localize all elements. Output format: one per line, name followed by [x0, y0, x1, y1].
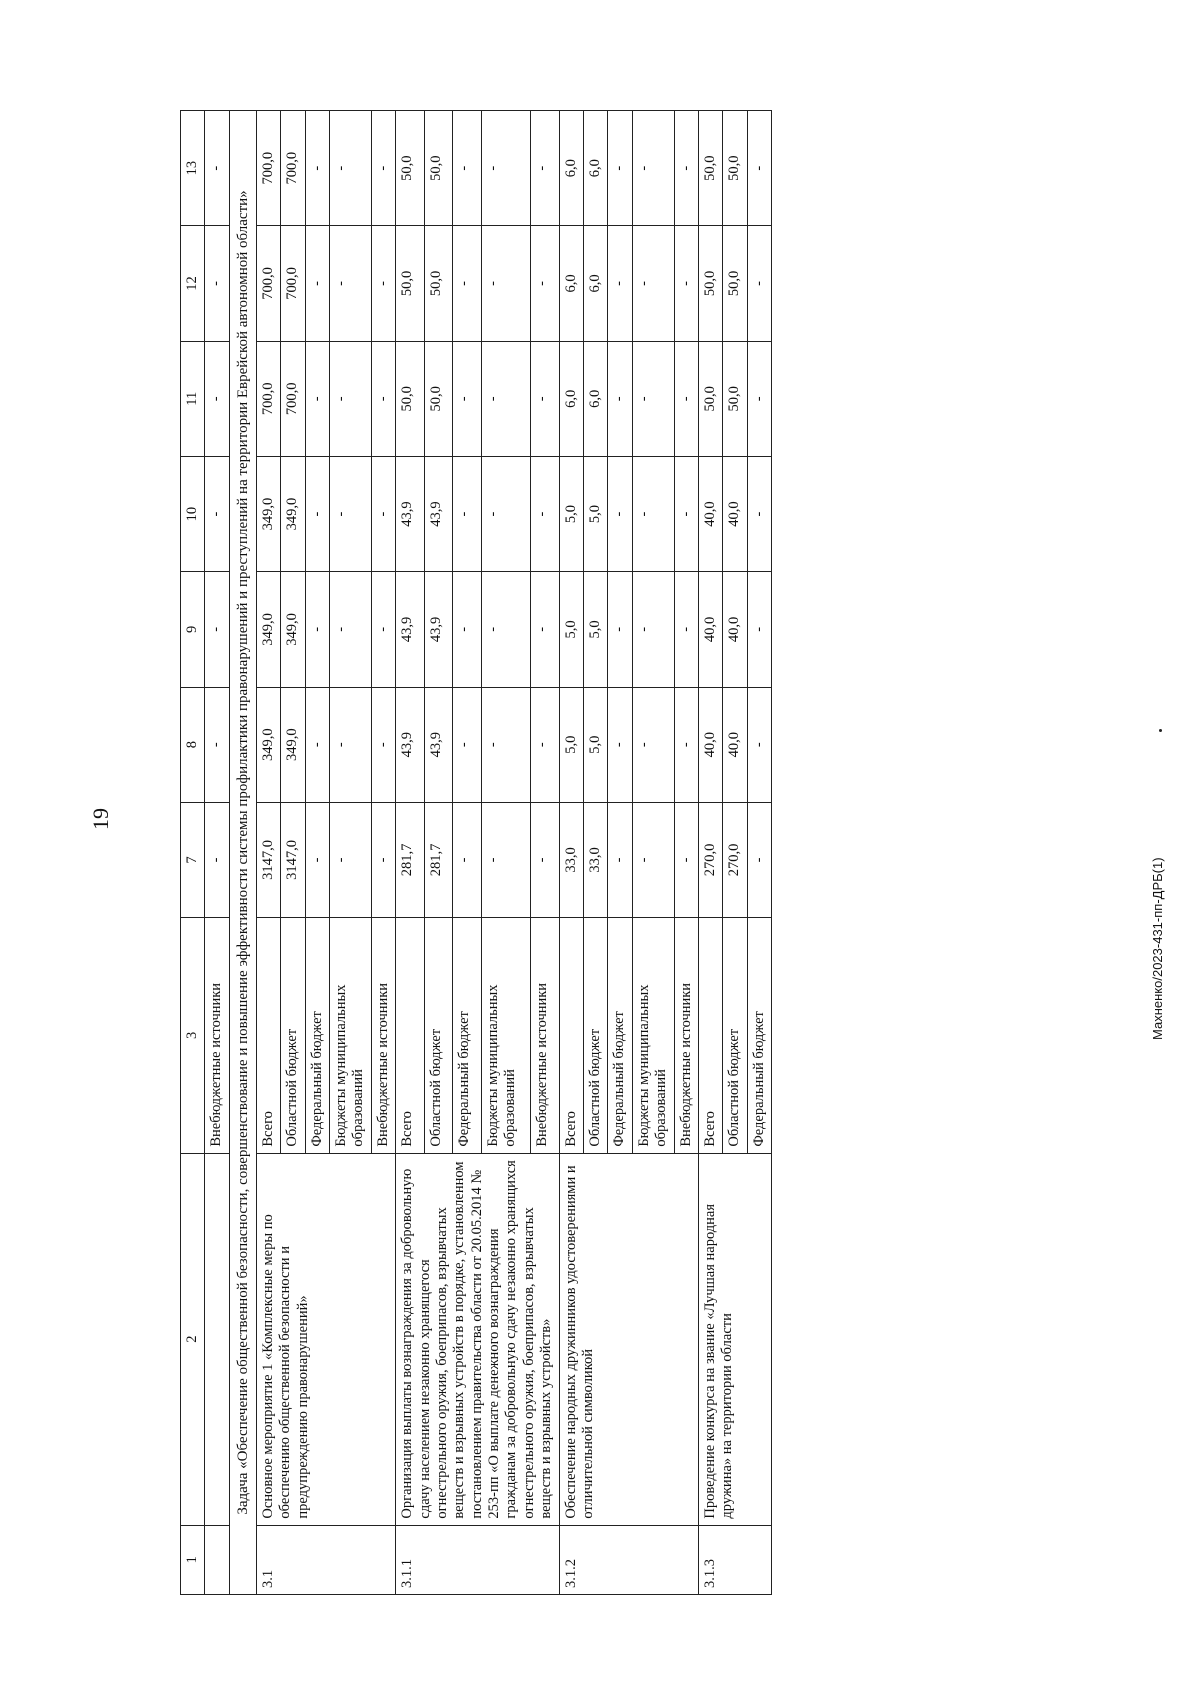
value-cell: -	[747, 802, 771, 917]
column-header: 13	[181, 111, 205, 226]
value-cell: 50,0	[723, 111, 747, 226]
value-cell: -	[530, 802, 559, 917]
item-name: Проведение конкурса на звание «Лучшая народная дружина» на территории области	[698, 1153, 771, 1525]
value-cell: 40,0	[698, 456, 722, 571]
value-cell: -	[608, 226, 632, 341]
value-cell: -	[329, 687, 371, 802]
funding-source: Федеральный бюджет	[453, 918, 482, 1154]
value-cell: 270,0	[698, 802, 722, 917]
table-cell: -	[205, 456, 229, 571]
funding-source: Внебюджетные источники	[674, 918, 698, 1154]
value-cell: 40,0	[698, 572, 722, 687]
value-cell: 349,0	[281, 572, 305, 687]
value-cell: 349,0	[256, 572, 280, 687]
value-cell: 6,0	[559, 111, 583, 226]
column-header: 12	[181, 226, 205, 341]
value-cell: 349,0	[256, 456, 280, 571]
value-cell: 6,0	[584, 111, 608, 226]
table-cell	[205, 1525, 229, 1594]
funding-source: Всего	[396, 918, 425, 1154]
value-cell: -	[481, 456, 530, 571]
value-cell: 43,9	[396, 687, 425, 802]
value-cell: -	[608, 341, 632, 456]
value-cell: -	[632, 226, 674, 341]
value-cell: -	[453, 456, 482, 571]
value-cell: -	[305, 456, 329, 571]
value-cell: -	[329, 111, 371, 226]
value-cell: -	[747, 226, 771, 341]
value-cell: 50,0	[698, 341, 722, 456]
value-cell: 5,0	[559, 456, 583, 571]
funding-source: Федеральный бюджет	[608, 918, 632, 1154]
value-cell: 3147,0	[256, 802, 280, 917]
table-cell	[205, 1153, 229, 1525]
value-cell: -	[674, 111, 698, 226]
value-cell: -	[371, 802, 395, 917]
item-number: 3.1.2	[559, 1525, 698, 1594]
value-cell: 43,9	[424, 572, 453, 687]
table-cell: -	[205, 572, 229, 687]
document-footer-code: Махненко/2023-431-пп-ДРБ(1)	[1150, 857, 1165, 1040]
column-header: 3	[181, 918, 205, 1154]
column-header: 9	[181, 572, 205, 687]
value-cell: 6,0	[559, 341, 583, 456]
value-cell: -	[674, 687, 698, 802]
value-cell: -	[632, 687, 674, 802]
value-cell: -	[371, 687, 395, 802]
item-number: 3.1	[256, 1525, 395, 1594]
value-cell: -	[632, 456, 674, 571]
value-cell: -	[371, 572, 395, 687]
value-cell: -	[481, 111, 530, 226]
item-number: 3.1.1	[396, 1525, 560, 1594]
column-header: 1	[181, 1525, 205, 1594]
funding-source: Внебюджетные источники	[371, 918, 395, 1154]
value-cell: -	[747, 572, 771, 687]
funding-source: Всего	[256, 918, 280, 1154]
item-name: Обеспечение народных дружинников удостоверениями и отличительной символикой	[559, 1153, 698, 1525]
funding-source: Федеральный бюджет	[305, 918, 329, 1154]
value-cell: -	[453, 572, 482, 687]
funding-source: Областной бюджет	[281, 918, 305, 1154]
value-cell: 6,0	[584, 226, 608, 341]
task-row	[229, 111, 256, 1595]
value-cell: 43,9	[424, 687, 453, 802]
value-cell: -	[481, 572, 530, 687]
page-number: 19	[88, 808, 113, 830]
table-cell: -	[205, 802, 229, 917]
value-cell: -	[453, 341, 482, 456]
value-cell: -	[608, 456, 632, 571]
value-cell: -	[530, 111, 559, 226]
value-cell: -	[371, 456, 395, 571]
value-cell: -	[530, 572, 559, 687]
funding-source: Всего	[698, 918, 722, 1154]
value-cell: 700,0	[281, 111, 305, 226]
value-cell: -	[632, 341, 674, 456]
table-cell: -	[205, 111, 229, 226]
value-cell: -	[632, 111, 674, 226]
value-cell: 50,0	[698, 111, 722, 226]
value-cell: 33,0	[559, 802, 583, 917]
item-name: Основное мероприятие 1 «Комплексные меры по обеспечению общественной безопасности и предупреждению правонарушений»	[256, 1153, 395, 1525]
value-cell: -	[329, 572, 371, 687]
value-cell: 50,0	[396, 341, 425, 456]
value-cell: -	[530, 226, 559, 341]
value-cell: -	[371, 226, 395, 341]
value-cell: -	[674, 226, 698, 341]
value-cell: 6,0	[584, 341, 608, 456]
value-cell: -	[608, 802, 632, 917]
value-cell: 5,0	[559, 687, 583, 802]
funding-source: Бюджеты муниципальных образований	[329, 918, 371, 1154]
value-cell: -	[530, 341, 559, 456]
value-cell: 5,0	[584, 572, 608, 687]
value-cell: -	[371, 111, 395, 226]
value-cell: -	[747, 687, 771, 802]
value-cell: 700,0	[256, 226, 280, 341]
value-cell: 50,0	[698, 226, 722, 341]
column-header: 2	[181, 1153, 205, 1525]
item-number: 3.1.3	[698, 1525, 771, 1594]
value-cell: -	[632, 802, 674, 917]
value-cell: -	[305, 341, 329, 456]
value-cell: 43,9	[396, 572, 425, 687]
budget-table	[180, 110, 772, 1595]
table-body	[181, 111, 772, 1595]
value-cell: -	[453, 802, 482, 917]
value-cell: 700,0	[281, 341, 305, 456]
rotated-page-content	[180, 110, 1110, 1595]
scan-speck	[1159, 729, 1162, 732]
value-cell: 50,0	[424, 341, 453, 456]
column-header: 8	[181, 687, 205, 802]
value-cell: 50,0	[424, 226, 453, 341]
value-cell: 50,0	[723, 341, 747, 456]
funding-source: Федеральный бюджет	[747, 918, 771, 1154]
table-row	[698, 111, 722, 1595]
column-header: 11	[181, 341, 205, 456]
value-cell: -	[453, 687, 482, 802]
table-cell: -	[205, 341, 229, 456]
value-cell: 281,7	[424, 802, 453, 917]
table-cell: -	[205, 226, 229, 341]
value-cell: 349,0	[281, 456, 305, 571]
funding-source: Областной бюджет	[723, 918, 747, 1154]
value-cell: 281,7	[396, 802, 425, 917]
value-cell: -	[674, 456, 698, 571]
column-header: 10	[181, 456, 205, 571]
value-cell: 40,0	[723, 456, 747, 571]
value-cell: -	[674, 341, 698, 456]
value-cell: -	[305, 687, 329, 802]
value-cell: -	[747, 456, 771, 571]
value-cell: 700,0	[281, 226, 305, 341]
value-cell: -	[371, 341, 395, 456]
value-cell: 6,0	[559, 226, 583, 341]
value-cell: 5,0	[559, 572, 583, 687]
value-cell: -	[453, 111, 482, 226]
value-cell: 40,0	[698, 687, 722, 802]
value-cell: 33,0	[584, 802, 608, 917]
value-cell: 50,0	[396, 226, 425, 341]
value-cell: -	[453, 226, 482, 341]
table-row	[256, 111, 280, 1595]
value-cell: -	[481, 802, 530, 917]
table-header-row	[181, 111, 205, 1595]
value-cell: 700,0	[256, 341, 280, 456]
value-cell: -	[530, 456, 559, 571]
column-header: 7	[181, 802, 205, 917]
value-cell: 349,0	[256, 687, 280, 802]
value-cell: 5,0	[584, 456, 608, 571]
funding-source: Бюджеты муниципальных образований	[481, 918, 530, 1154]
value-cell: -	[632, 572, 674, 687]
value-cell: -	[305, 226, 329, 341]
value-cell: 40,0	[723, 687, 747, 802]
value-cell: -	[305, 572, 329, 687]
value-cell: 50,0	[424, 111, 453, 226]
value-cell: -	[608, 111, 632, 226]
value-cell: -	[329, 802, 371, 917]
value-cell: -	[608, 687, 632, 802]
value-cell: 349,0	[281, 687, 305, 802]
funding-source: Областной бюджет	[424, 918, 453, 1154]
value-cell: -	[530, 687, 559, 802]
funding-source: Всего	[559, 918, 583, 1154]
value-cell: -	[481, 687, 530, 802]
table-row	[396, 111, 425, 1595]
value-cell: -	[747, 341, 771, 456]
task-title: Задача «Обеспечение общественной безопасности, совершенствование и повышение эффективности системы профилактики правонарушений и преступлений на территории Еврейской автономной области»	[229, 111, 256, 1595]
funding-source: Внебюджетные источники	[205, 918, 229, 1154]
value-cell: -	[329, 341, 371, 456]
table-row	[205, 111, 229, 1595]
value-cell: -	[305, 802, 329, 917]
value-cell: 43,9	[396, 456, 425, 571]
value-cell: 40,0	[723, 572, 747, 687]
funding-source: Внебюджетные источники	[530, 918, 559, 1154]
table-cell: -	[205, 687, 229, 802]
item-name: Организация выплаты вознаграждения за добровольную сдачу населением незаконно хранящегося огнестрельного оружия, боеприпасов, взрывчатых веществ и взрывных устройств в порядке, установленном постановлением правительства области от 20.05.2014 № 253-пп «О выплате денежного вознаграждения гражданам за добровольную сдачу незаконно хранящихся огнестрельного оружия, боеприпасов, взрывчатых веществ и взрывных устройств»	[396, 1153, 560, 1525]
value-cell: -	[481, 341, 530, 456]
funding-source: Областной бюджет	[584, 918, 608, 1154]
value-cell: -	[747, 111, 771, 226]
value-cell: -	[674, 572, 698, 687]
value-cell: 43,9	[424, 456, 453, 571]
value-cell: -	[305, 111, 329, 226]
value-cell: -	[608, 572, 632, 687]
value-cell: 700,0	[256, 111, 280, 226]
funding-source: Бюджеты муниципальных образований	[632, 918, 674, 1154]
value-cell: -	[674, 802, 698, 917]
value-cell: 50,0	[723, 226, 747, 341]
value-cell: -	[329, 456, 371, 571]
value-cell: 270,0	[723, 802, 747, 917]
value-cell: 50,0	[396, 111, 425, 226]
value-cell: 5,0	[584, 687, 608, 802]
value-cell: -	[481, 226, 530, 341]
value-cell: -	[329, 226, 371, 341]
table-row	[559, 111, 583, 1595]
value-cell: 3147,0	[281, 802, 305, 917]
